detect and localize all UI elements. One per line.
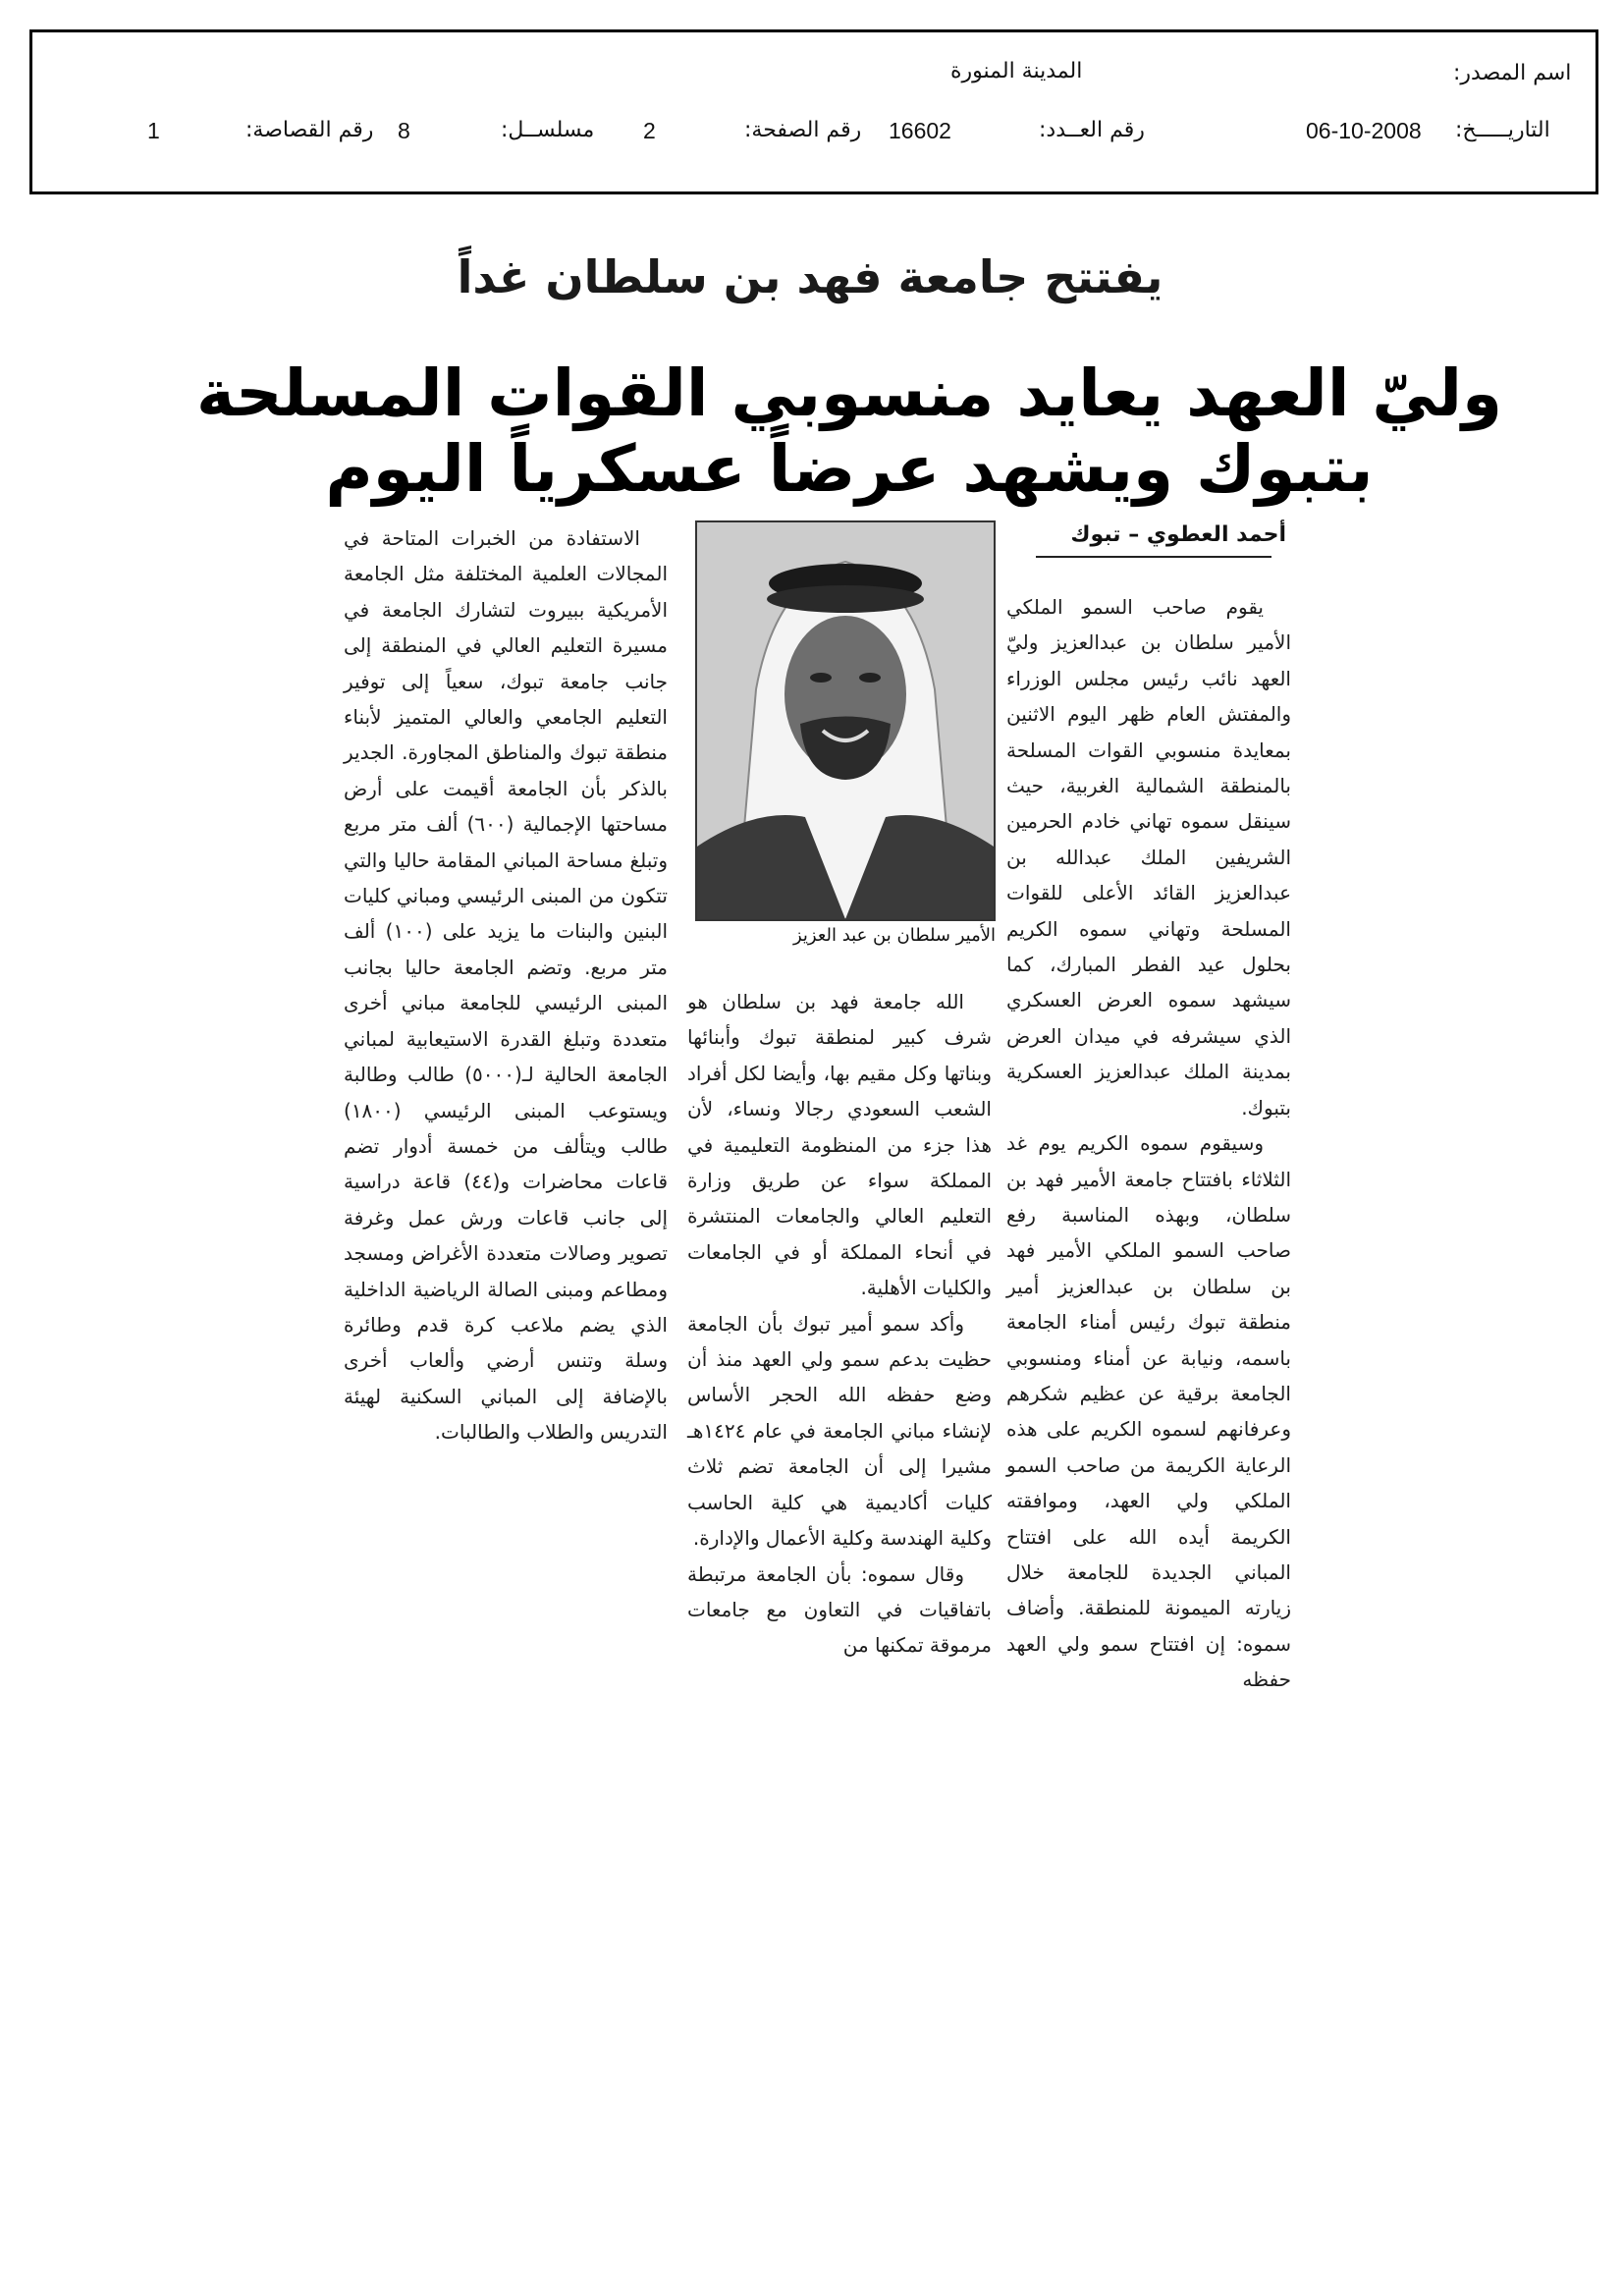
column-2-paragraph-3: وقال سموه: بأن الجامعة مرتبطة باتفاقيات في التعاون مع جامعات مرموقة تمكنها من <box>687 1561 992 1658</box>
article-byline: أحمد العطوي – تبوك <box>1070 522 1286 547</box>
issue-value: 16602 <box>889 118 951 143</box>
article-kicker: يفتتح جامعة فهد بن سلطان غداً <box>457 250 1163 303</box>
clip-number-value: 1 <box>147 118 160 143</box>
date-label: التاريـــــخ: <box>1455 118 1550 142</box>
article-column-2 <box>687 984 992 1760</box>
source-label: اسم المصدر: <box>1453 61 1572 85</box>
article-column-1 <box>1006 589 1291 1748</box>
portrait-photo-icon <box>697 522 994 919</box>
page-value: 2 <box>643 118 656 143</box>
date-value: 06-10-2008 <box>1306 118 1422 143</box>
column-3-paragraph-1: الاستفادة من الخبرات المتاحة في المجالات العلمية المختلفة مثل الجامعة الأمريكية ببيروت لتشارك الجامعة في مسيرة التعليم العالي في المنطقة إلى جانب جامعة تبوك، سعياً إلى توفير التعليم الجامعي والعالي المتميز لأبناء منطقة تبوك والمناطق المجاورة. الجدير بالذكر بأن الجامعة أقيمت على أرض مساحتها الإجمالية (٦٠٠) ألف متر مربع وتبلغ مساحة المباني المقامة حاليا والتي تتكون من المبنى الرئيسي ومباني كليات البنين والبنات ما يزيد على (١٠٠) ألف متر مربع. وتضم الجامعة حاليا بجانب المبنى الرئيسي للجامعة مباني أخرى متعددة وتبلغ القدرة الاستيعابية لمباني الجامعة الحالية لـ(٥٠٠٠) طالب وطالبة ويستوعب المبنى الرئيسي (١٨٠٠) طالب ويتألف من خمسة أدوار تضم قاعات محاضرات و(٤٤) قاعة دراسية إلى جانب قاعات ورش عمل وغرفة تصوير وصالات متعددة الأغراض ومسجد ومطاعم ومبنى الصالة الرياضية الداخلية الذي يضم ملاعب كرة قدم وطائرة وسلة وتنس أرضي وألعاب أخرى بالإضافة إلى المباني السكنية لهيئة التدريس والطلاب والطالبات. <box>344 526 668 1445</box>
serial-value: 8 <box>398 118 410 143</box>
column-1-paragraph-2: وسيقوم سموه الكريم يوم غد الثلاثاء بافتتاح جامعة الأمير فهد بن سلطان، وبهذه المناسبة رفع صاحب السمو الملكي الأمير فهد بن سلطان بن عبدالعزيز أمير منطقة تبوك رئيس أمناء الجامعة باسمه، ونيابة عن أمناء ومنسوبي الجامعة برقية عن عظيم شكرهم وعرفانهم لسموه الكريم على هذه الرعاية الكريمة من صاحب السمو الملكي ولي العهد، وموافقته الكريمة أيده الله على افتتاح المباني الجديدة للجامعة خلال زيارته الميمونة للمنطقة. وأضاف سموه: إن افتتاح سمو ولي العهد حفظه <box>1006 1131 1291 1692</box>
clipping-metadata-box <box>29 29 1598 194</box>
page-label: رقم الصفحة: <box>744 118 862 142</box>
column-2-paragraph-1: الله جامعة فهد بن سلطان هو شرف كبير لمنطقة تبوك وأبنائها وبناتها وكل مقيم بها، وأيضا لكل أفراد الشعب السعودي رجالا ونساء، لأن هذا جزء من المنظومة التعليمية في المملكة سواء عن طريق وزارة التعليم العالي والجامعات المنتشرة في أنحاء المملكة أو في الجامعات والكليات الأهلية. <box>687 990 992 1300</box>
article-headline: وليّ العهد يعايد منسوبي القوات المسلحة بتبوك ويشهد عرضاً عسكرياً اليوم <box>195 355 1503 507</box>
byline-rule <box>1036 556 1271 558</box>
column-2-paragraph-2: وأكد سمو أمير تبوك بأن الجامعة حظيت بدعم سمو ولي العهد منذ أن وضع حفظه الله الحجر الأساس لإنشاء مباني الجامعة في عام ١٤٢٤هـ مشيرا إلى أن الجامعة تضم ثلاث كليات أكاديمية هي كلية الحاسب وكلية الهندسة وكلية الأعمال والإدارة. <box>687 1311 992 1551</box>
article-column-3 <box>344 520 668 1758</box>
photo-caption: الأمير سلطان بن عبد العزيز <box>792 925 996 946</box>
column-1-paragraph-1: يقوم صاحب السمو الملكي الأمير سلطان بن عبدالعزيز وليّ العهد نائب رئيس مجلس الوزراء والمفتش العام ظهر اليوم الاثنين بمعايدة منسوبي القوات المسلحة بالمنطقة الشمالية الغربية، حيث سينقل سموه تهاني خادم الحرمين الشريفين الملك عبدالله بن عبدالعزيز القائد الأعلى للقوات المسلحة وتهاني سموه الكريم بحلول عيد الفطر المبارك، كما سيشهد سموه العرض العسكري الذي سيشرفه في ميدان العرض بمدينة الملك عبدالعزيز العسكرية بتبوك. <box>1006 595 1291 1120</box>
portrait-photo <box>695 520 996 921</box>
serial-label: مسلســل: <box>501 118 595 142</box>
issue-label: رقم العــدد: <box>1039 118 1145 142</box>
source-value: المدينة المنورة <box>950 59 1083 83</box>
clip-number-label: رقم القصاصة: <box>245 118 374 142</box>
